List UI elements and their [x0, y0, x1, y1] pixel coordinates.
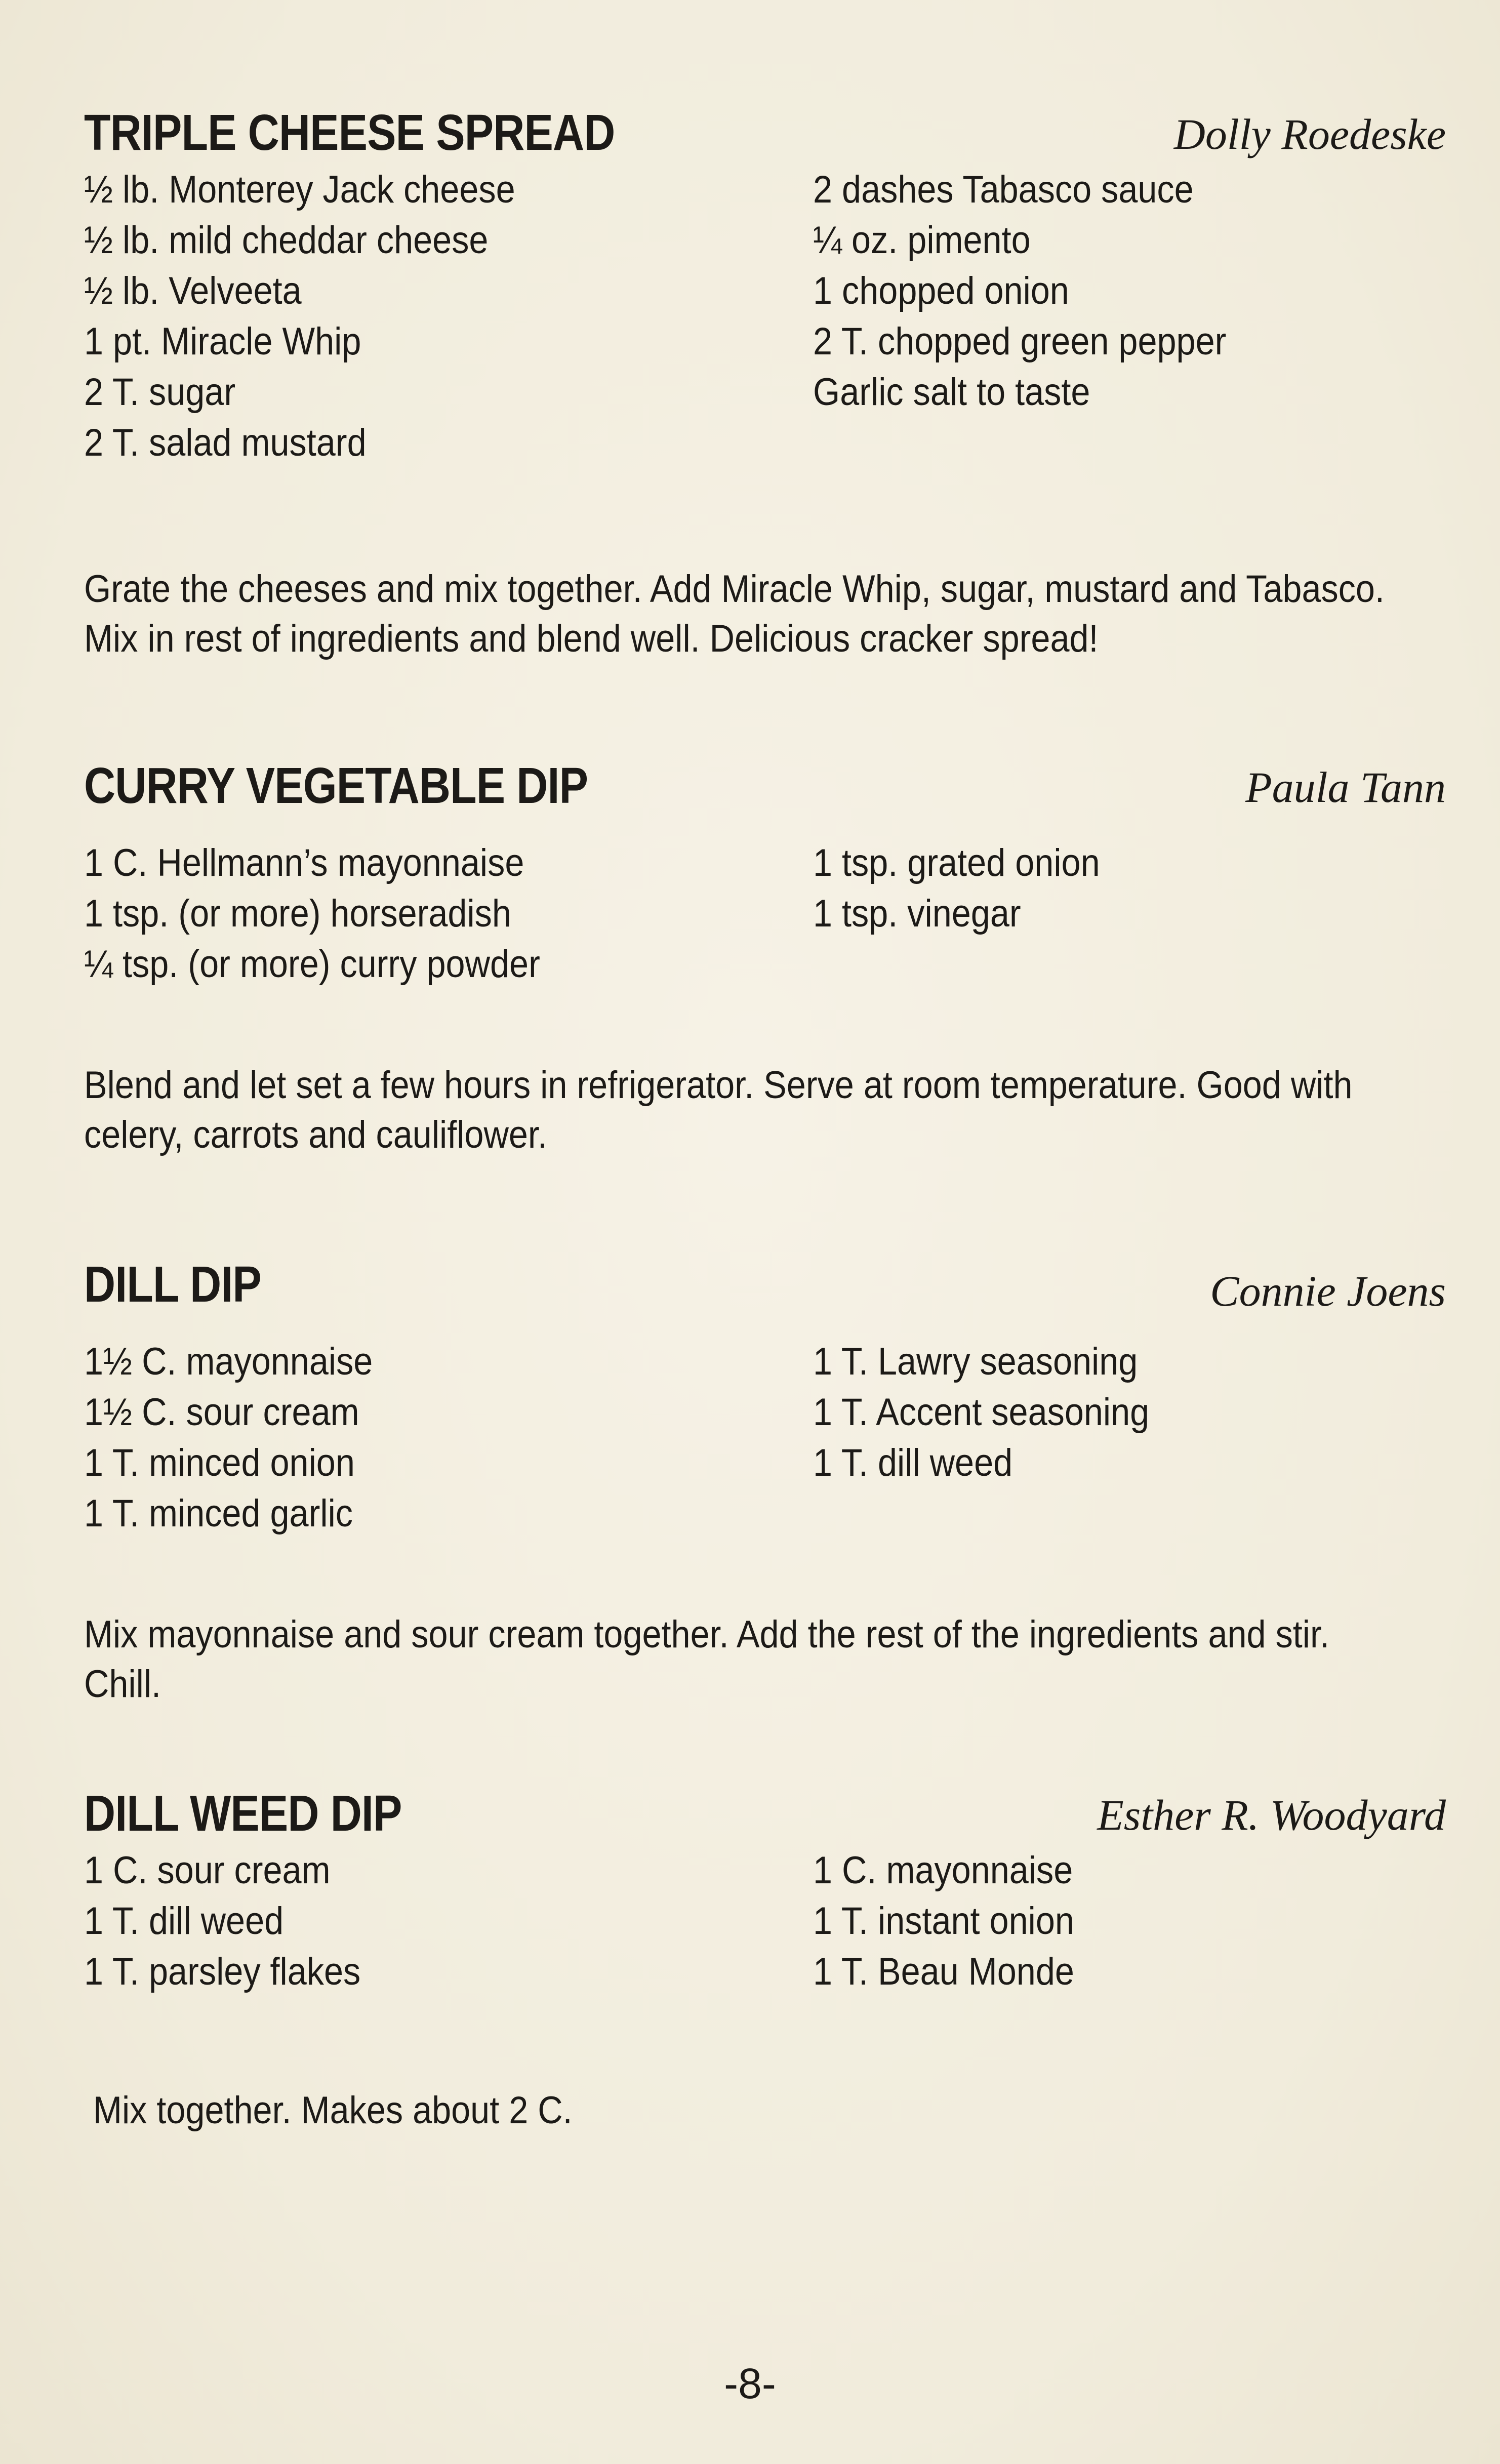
- ingredient: 1 T. dill weed: [84, 1900, 284, 1943]
- ingredient: 1 tsp. (or more) horseradish: [84, 892, 511, 935]
- recipe-author: Esther R. Woodyard: [1097, 1791, 1446, 1839]
- ingredients-left: [84, 1337, 793, 1539]
- ingredient: 1 T. Beau Monde: [813, 1950, 1074, 1993]
- ingredient: 1 T. minced onion: [84, 1441, 355, 1484]
- ingredient: ¼ tsp. (or more) curry powder: [84, 943, 540, 986]
- recipe-title: TRIPLE CHEESE SPREAD: [84, 104, 615, 161]
- recipe-header: [84, 757, 1446, 818]
- ingredient: 1 chopped onion: [813, 269, 1069, 312]
- ingredient: 2 T. salad mustard: [84, 421, 367, 464]
- recipe-title: CURRY VEGETABLE DIP: [84, 757, 588, 814]
- ingredients-right: [813, 165, 1446, 418]
- recipe-author: Paula Tann: [1245, 763, 1446, 812]
- ingredient: ½ lb. mild cheddar cheese: [84, 219, 489, 262]
- ingredients-left: [84, 1845, 793, 1997]
- recipe-curry-vegetable-dip: [84, 757, 1446, 1156]
- recipe-instructions: [84, 564, 1385, 664]
- ingredient: 1 T. parsley flakes: [84, 1950, 361, 1993]
- ingredient: 1 T. instant onion: [813, 1900, 1074, 1943]
- ingredient: 1 T. Accent seasoning: [813, 1391, 1150, 1434]
- recipe-instructions: [93, 2086, 1319, 2135]
- instruction-line: Blend and let set a few hours in refrigerator. Serve at room temperature. Good with: [84, 1064, 1353, 1107]
- ingredient: 1 C. sour cream: [84, 1849, 331, 1892]
- page-number: -8-: [724, 2360, 776, 2407]
- recipe-instructions: [84, 1061, 1353, 1160]
- ingredient: ½ lb. Monterey Jack cheese: [84, 168, 515, 211]
- ingredient: 1 C. mayonnaise: [813, 1849, 1073, 1892]
- ingredient: Garlic salt to taste: [813, 371, 1090, 414]
- recipe-author: Dolly Roedeske: [1173, 110, 1446, 158]
- instruction-line: Mix mayonnaise and sour cream together. Add the rest of the ingredients and stir.: [84, 1613, 1329, 1656]
- ingredient: 1 tsp. grated onion: [813, 841, 1100, 884]
- ingredient: ¼ oz. pimento: [813, 219, 1031, 262]
- recipe-dill-weed-dip: [84, 1785, 1446, 2132]
- recipe-triple-cheese-spread: [84, 104, 1446, 660]
- recipe-title: DILL DIP: [84, 1256, 261, 1313]
- ingredients-right: [813, 1337, 1446, 1488]
- instruction-line: Grate the cheeses and mix together. Add Miracle Whip, sugar, mustard and Tabasco.: [84, 568, 1385, 611]
- ingredient: 2 T. sugar: [84, 371, 236, 414]
- recipe-header: [84, 1256, 1446, 1316]
- ingredient: 1 C. Hellmann’s mayonnaise: [84, 841, 524, 884]
- ingredient: 2 dashes Tabasco sauce: [813, 168, 1194, 211]
- ingredients-left: [84, 838, 793, 990]
- recipe-header: [84, 104, 1446, 165]
- ingredients-left: [84, 165, 793, 468]
- recipe-author: Connie Joens: [1210, 1267, 1446, 1315]
- ingredient: 1 pt. Miracle Whip: [84, 320, 361, 363]
- ingredients-right: [813, 838, 1446, 939]
- ingredient: 2 T. chopped green pepper: [813, 320, 1227, 363]
- instruction-line: Chill.: [84, 1663, 161, 1706]
- ingredient: 1 T. dill weed: [813, 1441, 1013, 1484]
- recipe-header: [84, 1785, 1446, 1845]
- ingredient: 1½ C. sour cream: [84, 1391, 359, 1434]
- ingredient: 1 tsp. vinegar: [813, 892, 1021, 935]
- instruction-line: Mix together. Makes about 2 C.: [93, 2089, 573, 2132]
- ingredient: 1 T. Lawry seasoning: [813, 1340, 1138, 1383]
- instruction-line: celery, carrots and cauliflower.: [84, 1113, 547, 1156]
- ingredient: ½ lb. Velveeta: [84, 269, 302, 312]
- ingredient: 1 T. minced garlic: [84, 1492, 353, 1535]
- ingredients-right: [813, 1845, 1446, 1997]
- ingredient: 1½ C. mayonnaise: [84, 1340, 373, 1383]
- recipe-dill-dip: [84, 1256, 1446, 1706]
- instruction-line: Mix in rest of ingredients and blend well. Delicious cracker spread!: [84, 617, 1099, 660]
- recipe-instructions: [84, 1610, 1329, 1709]
- recipe-title: DILL WEED DIP: [84, 1785, 402, 1842]
